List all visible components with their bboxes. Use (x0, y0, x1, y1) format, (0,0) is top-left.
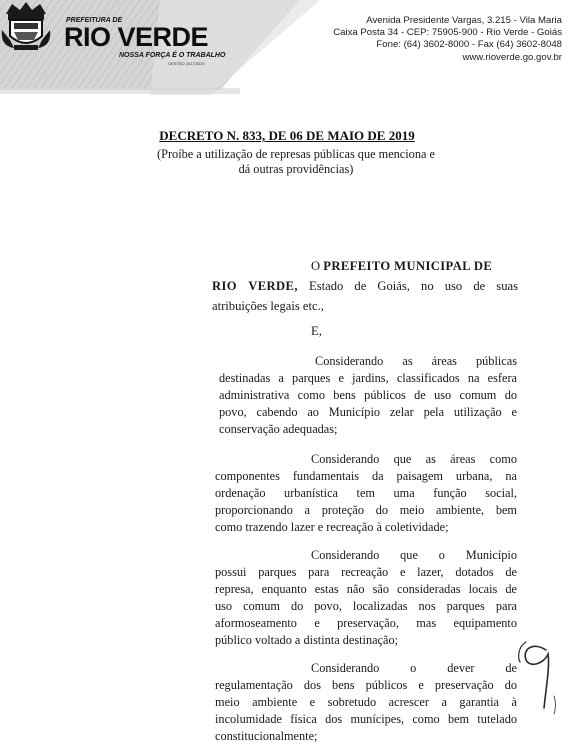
considerando-paragraph-4 (215, 660, 517, 745)
paragraph-line: incolumidade física dos munícipes, como bem tutelado (215, 712, 517, 726)
subtitle-line: dá outras providências) (238, 161, 354, 176)
paragraph-line: uso comum do povo, localizadas nos parques para (215, 599, 517, 613)
preamble-line-3: atribuições legais etc., (212, 299, 324, 313)
preamble-title-bold: PREFEITO MUNICIPAL DE (323, 259, 493, 273)
mayor-preamble (212, 256, 518, 316)
paragraph-line: conservação adequadas; (219, 422, 338, 436)
preamble-city-bold: RIO VERDE, (212, 279, 298, 293)
considerando-paragraph-2 (215, 451, 517, 536)
address-block (333, 15, 562, 64)
paragraph-line: meio ambiente e sobretudo acrescer a garantia à (215, 695, 517, 709)
preamble-o: O (311, 259, 321, 273)
preamble-line-2 (212, 276, 518, 296)
paragraph-line: administrativa como bens públicos de uso comum do (219, 388, 517, 402)
logo-city-name: RIO VERDE (64, 22, 209, 52)
paragraph-line: ordenação urbanística tem uma função social, (215, 486, 517, 500)
paragraph-line: componentes fundamentais da paisagem urbana, na (215, 469, 517, 483)
paragraph-line: Considerando que as áreas como (311, 452, 517, 466)
paragraph-line: Considerando que o Município (311, 548, 517, 562)
logo-prefeitura-label: PREFEITURA DE (66, 17, 123, 24)
preamble-rest: Estado de Goiás, no uso de suas (309, 279, 518, 293)
paragraph-line: povo, cabendo ao Município zelar pela utilização e (219, 405, 517, 419)
address-website[interactable]: www.rioverde.go.gov.br (462, 51, 562, 63)
logo-slogan: NOSSA FORÇA É O TRABALHO (119, 52, 226, 59)
address-postal: Caixa Posta 34 - CEP: 75905-900 - Rio Verde - Goiás (333, 27, 562, 39)
paragraph-line: possui parques para recreação e lazer, dotados de (215, 565, 517, 579)
preamble-line-1 (212, 256, 518, 276)
paragraph-line: regulamentação dos bens públicos e preservação do (215, 678, 517, 692)
paragraph-line: como trazendo lazer e recreação à coletividade; (215, 520, 449, 534)
paragraph-line: constitucionalmente; (215, 729, 318, 743)
paragraph-line: Considerando as áreas públicas (315, 354, 517, 368)
decree-title: DECRETO N. 833, DE 06 DE MAIO DE 2019 (159, 128, 415, 143)
paragraph-line: Considerando o dever de (311, 661, 517, 675)
decree-subtitle (126, 147, 466, 176)
subtitle-line: (Proíbe a utilização de represas públicas que menciona e (157, 147, 435, 161)
paragraph-line: proporcionando a proteção do meio ambiente, bem (215, 503, 517, 517)
city-crest-icon (0, 0, 52, 52)
handwritten-page-number (514, 636, 564, 716)
paragraph-line: represa, enquanto estas não são consideradas locais de (215, 582, 517, 596)
logo-administration: GESTÃO 2017/2020 (168, 61, 205, 66)
paragraph-line: aformoseamento e preservação, mas equipamento (215, 616, 517, 630)
letterhead (0, 0, 574, 100)
address-phone: Fone: (64) 3602-8000 - Fax (64) 3602-8048 (376, 39, 562, 51)
considerando-paragraph-1 (219, 353, 517, 438)
paragraph-line: destinadas a parques e jardins, classificados na esfera (219, 371, 517, 385)
paragraph-line: público voltado a distinta destinação; (215, 633, 399, 647)
considerando-paragraph-3 (215, 547, 517, 649)
address-street: Avenida Presidente Vargas, 3.215 - Vila Maria (366, 15, 562, 26)
conjunction-e: E, (311, 324, 322, 338)
